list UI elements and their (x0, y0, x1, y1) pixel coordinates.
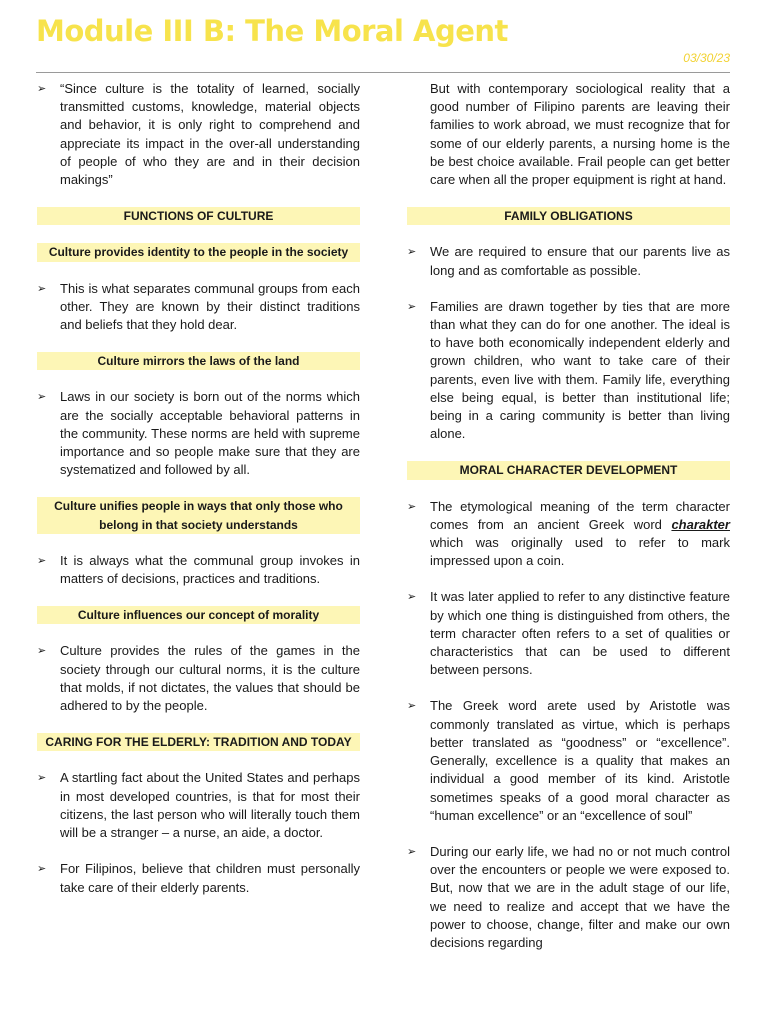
arrow-bullet-icon: ➢ (37, 863, 47, 876)
elderly-text-2: For Filipinos, believe that children must personally take care of their elderly parents. (60, 861, 360, 895)
moral-text-4: During our early life, we had no or not much control over the encounters or people we were exposed to. But, now that we are in the adult stage of our life, we need to realize and accept that we have the power to choose, change, filter and make our own decisions regarding (430, 843, 730, 950)
morality-text: Culture provides the rules of the games in the society through our cultural norms, it is the culture that molds, if not dictates, the values that should be adhered to by the people. (60, 643, 360, 714)
identity-text: This is what separates communal groups from each other. They are known by their distinct traditions and beliefs that they hold dear. (60, 280, 360, 333)
elderly-bullet-2 (37, 860, 360, 896)
moral-text-1b: which was originally used to refer to mark impressed upon a coin. (430, 535, 730, 569)
quote-text: “Since culture is the totality of learned, socially transmitted customs, knowledge, material objects and behavior, it is only right to comprehend and appreciate its impact in the over-all understanding of people of who they are and in their decision makings” (60, 81, 360, 188)
moral-bullet-2 (407, 588, 730, 679)
elderly-text-1: A startling fact about the United States and perhaps in most developed countries, is that for most their citizens, the last person who will literally touch them will be a stranger – a nurse, an aide, a doctor. (60, 770, 360, 841)
family-text-2: Families are drawn together by ties that are more than what they can do for one another. The ideal is to have both economically independent elderly and grown children, who want to take care of their parents, even live with them. Family life, everything else being equal, is better than institutional life; being in a caring community is better than living alone. (430, 298, 730, 442)
arrow-bullet-icon: ➢ (37, 391, 47, 404)
arrow-bullet-icon: ➢ (37, 282, 47, 295)
unifies-heading: Culture unifies people in ways that only those who belong in that society understands (37, 497, 360, 533)
moral-text-3: The Greek word arete used by Aristotle was commonly translated as virtue, which is perhaps better translated as “goodness” or “excellence”. Generally, excellence is a quality that makes an individual a good member of its kind. Aristotle sometimes speaks of a good moral character as “human excellence” or an “excellence of soul” (430, 698, 730, 823)
family-bullet-1 (407, 243, 730, 279)
arrow-bullet-icon: ➢ (407, 500, 417, 513)
charakter-term: charakter (671, 516, 730, 532)
functions-of-culture-heading: FUNCTIONS OF CULTURE (37, 207, 360, 225)
page-date: 03/30/23 (683, 51, 730, 65)
right-column (407, 80, 730, 952)
unifies-bullet (37, 552, 360, 588)
moral-text-1a: The etymological meaning of the term character comes from an ancient Greek word (430, 498, 730, 532)
laws-heading: Culture mirrors the laws of the land (37, 352, 360, 370)
arrow-bullet-icon: ➢ (37, 554, 47, 567)
arrow-bullet-icon: ➢ (407, 591, 417, 604)
moral-bullet-1 (407, 498, 730, 571)
family-text-1: We are required to ensure that our parents live as long and as comfortable as possible. (430, 244, 730, 278)
moral-bullet-3 (407, 697, 730, 824)
arrow-bullet-icon: ➢ (407, 300, 417, 313)
arrow-bullet-icon: ➢ (407, 700, 417, 713)
arrow-bullet-icon: ➢ (37, 645, 47, 658)
morality-heading: Culture influences our concept of morality (37, 606, 360, 624)
page-title: Module III B: The Moral Agent (36, 14, 508, 48)
family-bullet-2 (407, 298, 730, 444)
continuation-paragraph (407, 80, 730, 189)
arrow-bullet-icon: ➢ (37, 772, 47, 785)
continuation-text: But with contemporary sociological reality that a good number of Filipino parents are leaving their families to work abroad, we must recognize that for some of our elderly parents, a nursing home is the be best choice available. Frail people can get better care when all the proper equipment is right at hand. (430, 81, 730, 188)
moral-text-2: It was later applied to refer to any distinctive feature by which one thing is distinguished from others, the term character often refers to a set of qualities or characteristics that can be used to different between persons. (430, 589, 730, 678)
elderly-heading: CARING FOR THE ELDERLY: TRADITION AND TODAY (37, 733, 360, 751)
quote-bullet (37, 80, 360, 189)
arrow-bullet-icon: ➢ (37, 83, 47, 95)
morality-bullet (37, 642, 360, 715)
identity-bullet (37, 280, 360, 335)
laws-text: Laws in our society is born out of the norms which are the socially acceptable behavioral patterns in the community. These norms are held with supreme importance and so people make sure that they are systematized and followed by all. (60, 389, 360, 478)
left-column (37, 80, 360, 897)
elderly-bullet-1 (37, 769, 360, 842)
header-divider (36, 72, 730, 73)
unifies-text: It is always what the communal group invokes in matters of decisions, practices and traditions. (60, 552, 360, 587)
laws-bullet (37, 388, 360, 479)
identity-heading: Culture provides identity to the people in the society (37, 243, 360, 261)
arrow-bullet-icon: ➢ (407, 845, 417, 858)
arrow-bullet-icon: ➢ (407, 246, 417, 259)
moral-bullet-4 (407, 843, 730, 952)
moral-character-heading: MORAL CHARACTER DEVELOPMENT (407, 461, 730, 479)
family-obligations-heading: FAMILY OBLIGATIONS (407, 207, 730, 225)
